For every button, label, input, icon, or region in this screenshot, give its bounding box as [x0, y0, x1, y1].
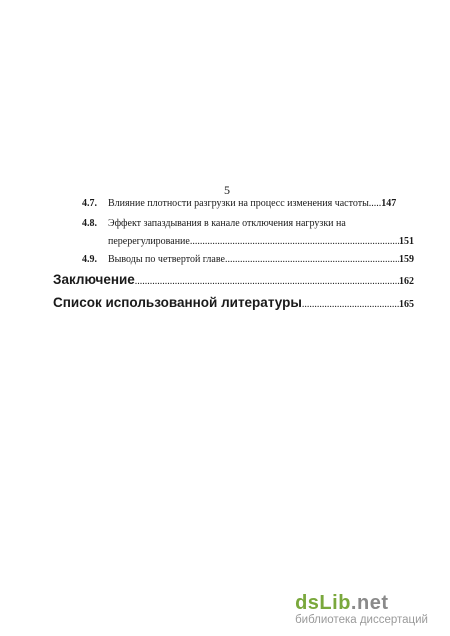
toc-item-title: Влияние плотности разгрузки на процесс изменения частоты: [108, 198, 369, 209]
toc-leader-dots: [135, 276, 399, 287]
toc-item-page: 151: [399, 236, 414, 247]
toc-item-4-8[interactable]: [82, 218, 414, 229]
toc-item-page: 147: [381, 198, 397, 209]
dslib-logo: [295, 593, 428, 613]
toc-item-title: Выводы по четвертой главе: [108, 254, 225, 265]
toc-item-title-continued: перерегулирование: [108, 236, 190, 247]
toc-chapter-title: Список использованной литературы: [53, 295, 302, 310]
toc-item-number: 4.7.: [82, 198, 97, 209]
toc-references[interactable]: [53, 295, 414, 310]
logo-suffix-text: .net: [350, 592, 389, 614]
dslib-subtitle: библиотека диссертаций: [295, 614, 428, 626]
toc-conclusion[interactable]: [53, 272, 414, 287]
logo-main-text: dsLib: [295, 592, 351, 614]
toc-item-4-8-continued[interactable]: [108, 236, 414, 247]
toc-item-dots: .....: [368, 198, 382, 209]
toc-leader-dots: [302, 299, 399, 310]
page-number: 5: [224, 183, 230, 197]
toc-leader-dots: [225, 254, 399, 265]
toc-item-title: Эффект запаздывания в канале отключения нагрузки на: [108, 218, 346, 229]
toc-item-number: 4.9.: [82, 254, 97, 265]
toc-chapter-title: Заключение: [53, 272, 135, 287]
toc-item-4-9[interactable]: [82, 254, 414, 265]
dslib-watermark[interactable]: [295, 593, 428, 627]
toc-item-4-7[interactable]: [82, 198, 414, 209]
toc-leader-dots: [190, 236, 399, 247]
toc-item-page: 162: [399, 276, 414, 287]
toc-item-number: 4.8.: [82, 218, 97, 229]
toc-item-page: 165: [399, 299, 414, 310]
toc-item-page: 159: [399, 254, 414, 265]
